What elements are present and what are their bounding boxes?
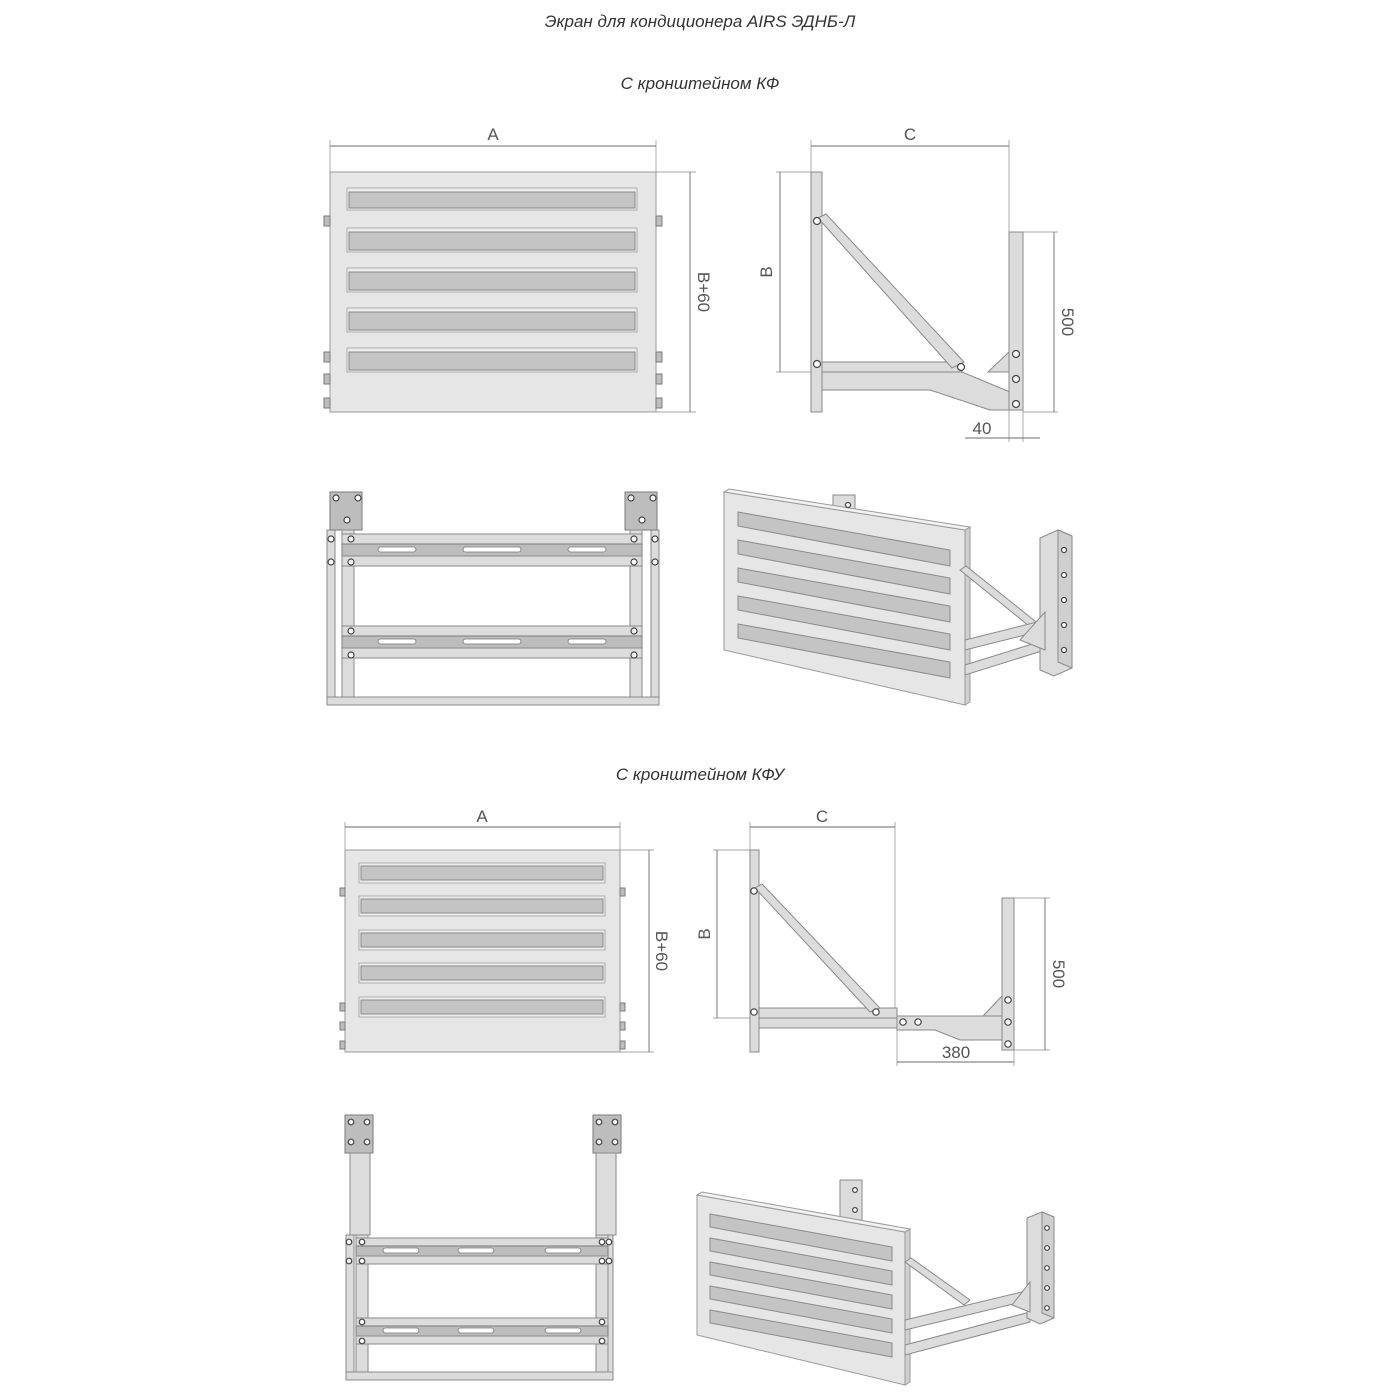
section-2-dim-b: B	[695, 928, 714, 940]
section-2-dim-b60: B+60	[652, 930, 671, 972]
section-1-back-view	[327, 492, 659, 705]
section-1-front-view	[324, 125, 713, 412]
section-2-dim-380: 380	[941, 1043, 971, 1062]
section-1-side-view	[757, 125, 1077, 442]
section-2-back-view	[345, 1115, 621, 1380]
section-1-dim-500: 500	[1058, 307, 1077, 337]
section-2-isometric-view	[697, 1180, 1054, 1385]
section-2-front-view	[340, 807, 671, 1052]
section-1-dim-40: 40	[972, 419, 992, 438]
section-2-side-view	[695, 807, 1068, 1066]
section-2-title: С кронштейном КФУ	[615, 765, 785, 784]
section-2-dim-c: C	[815, 807, 829, 826]
section-1-isometric-view	[724, 489, 1072, 705]
section-1-dim-b60: B+60	[694, 271, 713, 313]
section-1-dim-c: C	[903, 125, 917, 144]
section-1-dim-a: A	[487, 125, 499, 144]
section-2-dim-a: A	[476, 807, 488, 826]
section-1-dim-b: B	[757, 266, 776, 278]
section-2-dim-500: 500	[1049, 959, 1068, 989]
page-title: Экран для кондиционера AIRS ЭДНБ-Л	[544, 12, 856, 31]
section-1-title: С кронштейном КФ	[620, 74, 780, 93]
